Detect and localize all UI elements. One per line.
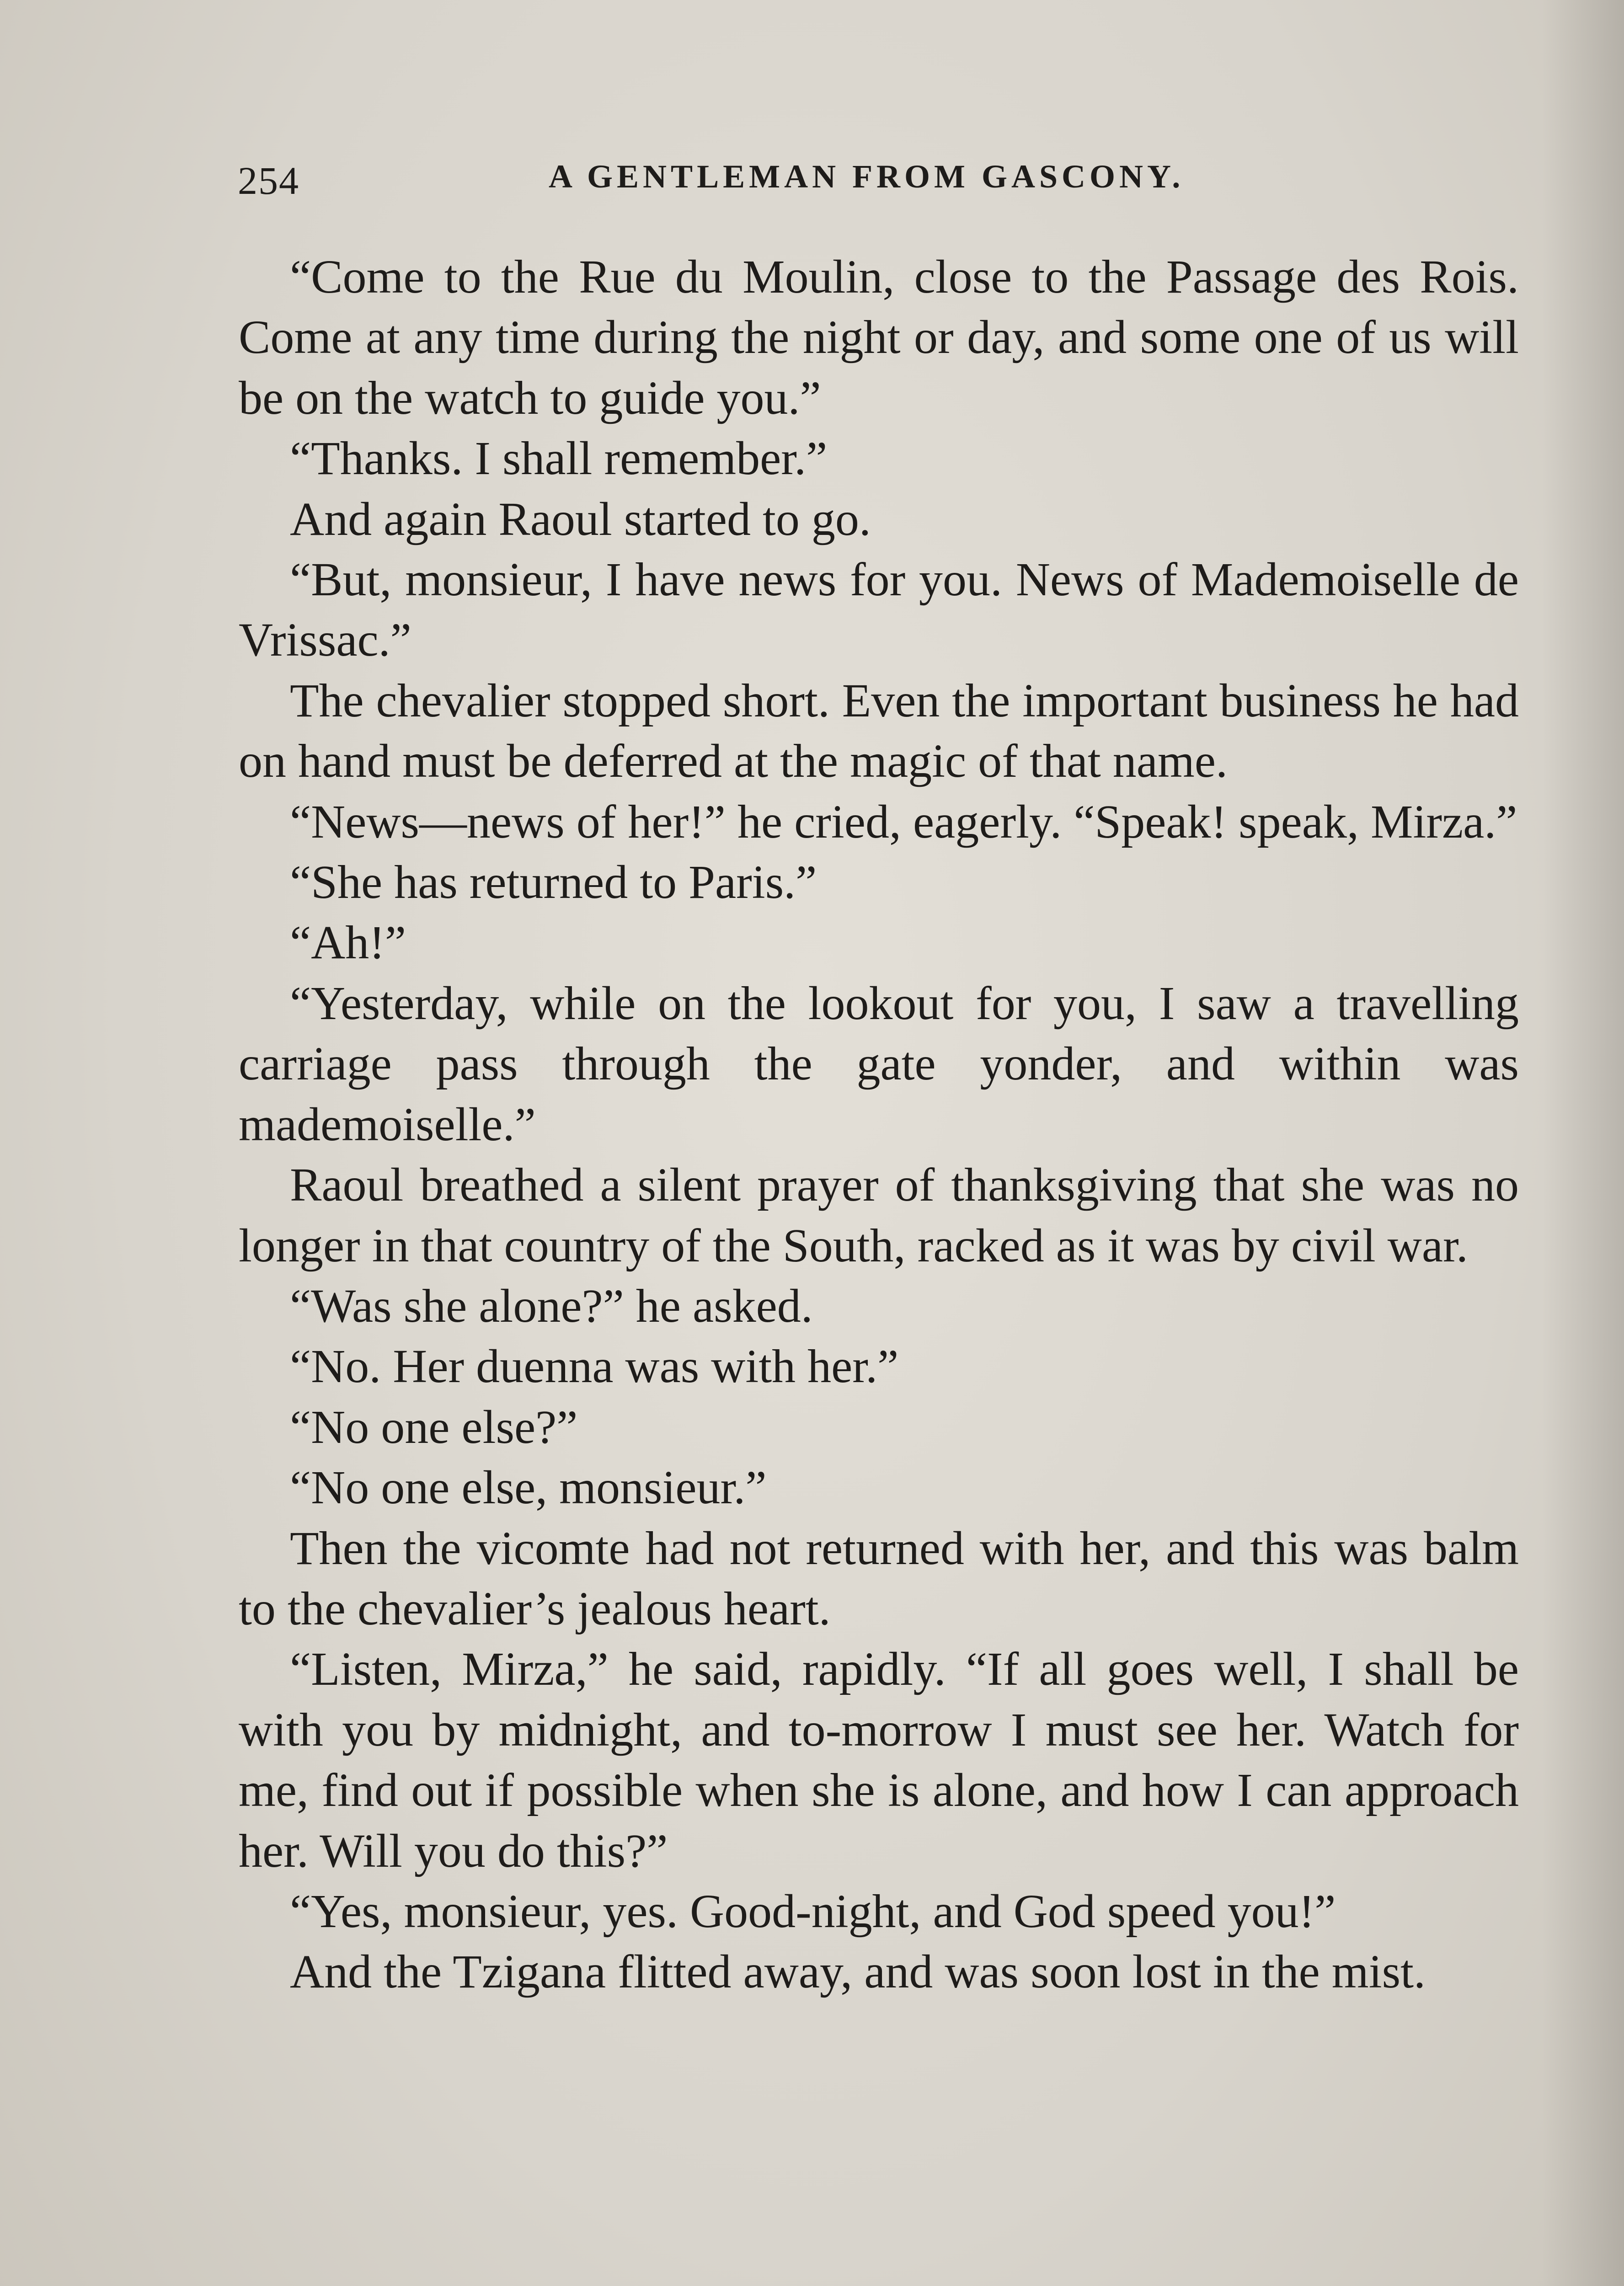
paragraph: “Was she alone?” he asked. (290, 1279, 813, 1332)
paragraph: “No one else, monsieur.” (290, 1461, 767, 1514)
paragraph: And the Tzigana flitted away, and was soon lost in the mist. (290, 1945, 1426, 1998)
paragraph: Raoul breathed a silent prayer of thanksgiving that she was no longer in that country of the South, racked as it was by civil war. (239, 1159, 1519, 1272)
paragraph: “No one else?” (290, 1400, 578, 1453)
paragraph: Then the vicomte had not returned with her, and this was balm to the chevalier’s jealous heart. (239, 1522, 1519, 1635)
paragraph: “Come to the Rue du Moulin, close to the Passage des Rois. Come at any time during the night or day, and some one of us will be on the watch to guide you.” (239, 251, 1519, 424)
paragraph: “Yes, monsieur, yes. Good-night, and God speed you!” (290, 1885, 1336, 1938)
paragraph: “Ah!” (290, 916, 406, 969)
paragraph: “News—news of her!” he cried, eagerly. “Speak! speak, Mirza.” (290, 795, 1517, 848)
paragraph: “But, monsieur, I have news for you. News of Mademoiselle de Vrissac.” (239, 553, 1519, 667)
paragraph: “Thanks. I shall remember.” (290, 432, 828, 485)
body-text (239, 247, 1519, 2003)
page-header (238, 158, 1518, 208)
paragraph: “No. Her duenna was with her.” (290, 1340, 899, 1393)
running-title: A GENTLEMAN FROM GASCONY. (549, 158, 1185, 195)
page-number: 254 (238, 159, 299, 203)
paragraph: “Listen, Mirza,” he said, rapidly. “If all goes well, I shall be with you by midnight, and to-morrow I must see her. Watch for me, find out if possible when she is alone, and how I can approach her. Will you do this?” (239, 1643, 1519, 1877)
paragraph: And again Raoul started to go. (290, 492, 871, 545)
paragraph: The chevalier stopped short. Even the important business he had on hand must be deferred at the magic of that name. (239, 674, 1519, 788)
page-edge-shadow (1542, 0, 1624, 2286)
paragraph: “Yesterday, while on the lookout for you, I saw a travelling carriage pass through the gate yonder, and within was mademoiselle.” (239, 977, 1519, 1151)
paragraph: “She has returned to Paris.” (290, 856, 817, 909)
